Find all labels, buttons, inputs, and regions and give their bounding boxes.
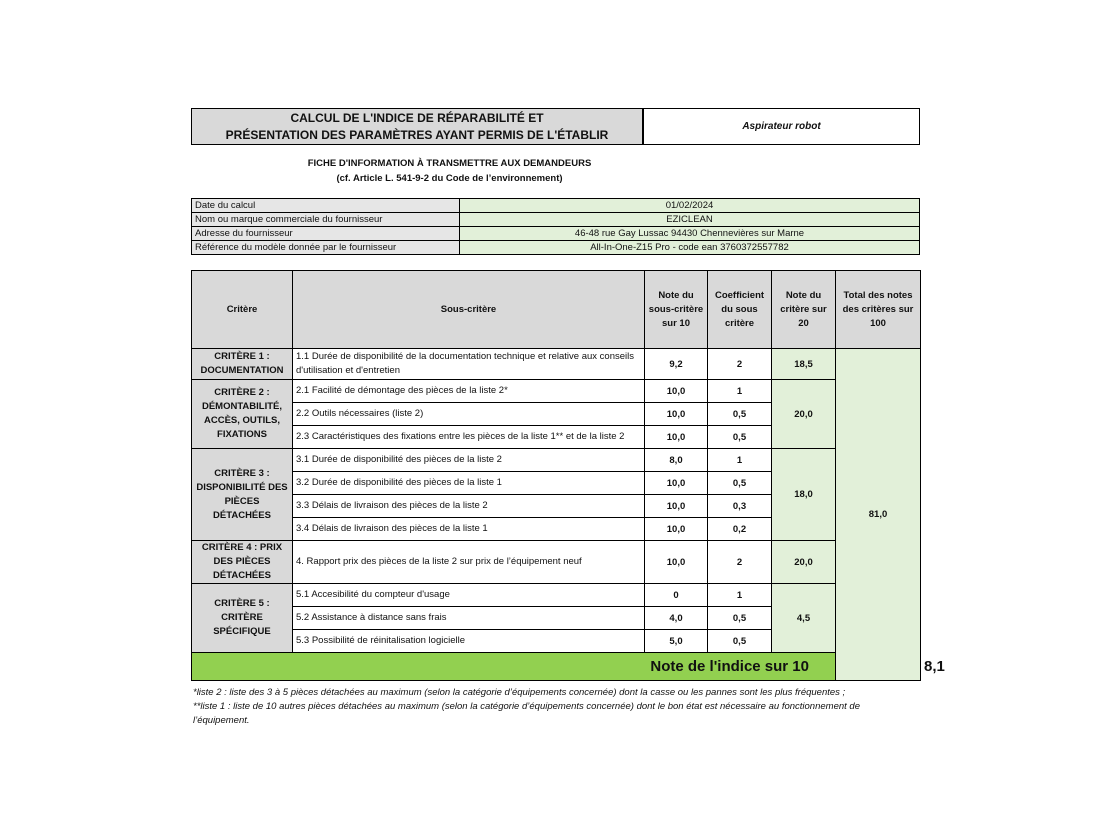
- col-header-total: Total des notes des critères sur 100: [836, 271, 921, 349]
- info-line1: FICHE D'INFORMATION À TRANSMETTRE AUX DEMANDEURS: [307, 158, 592, 169]
- supplier-row: [192, 199, 920, 213]
- subcriterion-label: 3.2 Durée de disponibilité des pièces de la liste 1: [293, 472, 645, 495]
- footnotes: [193, 686, 893, 728]
- criterion-score: 20,0: [772, 541, 836, 584]
- criterion-name: CRITÈRE 4 : PRIX DES PIÈCES DÉTACHÉES: [192, 541, 293, 584]
- subcriterion-coef: 0,2: [708, 518, 772, 541]
- subcriterion-label: 2.1 Facilité de démontage des pièces de la liste 2*: [293, 380, 645, 403]
- supplier-label: Adresse du fournisseur: [192, 227, 460, 241]
- subcriterion-label: 5.3 Possibilité de réinitalisation logicielle: [293, 630, 645, 653]
- subcriterion-label: 1.1 Durée de disponibilité de la documentation technique et relative aux conseils d'utilisation et d'entretien: [293, 349, 645, 380]
- report-title: [191, 108, 643, 145]
- table-row: [192, 449, 921, 472]
- col-header-coef: Coefficient du sous critère: [708, 271, 772, 349]
- subcriterion-note: 9,2: [645, 349, 708, 380]
- supplier-value: 46-48 rue Gay Lussac 94430 Chennevières sur Marne: [460, 227, 920, 241]
- subcriterion-label: 5.1 Accesibilité du compteur d'usage: [293, 584, 645, 607]
- subcriterion-coef: 0,5: [708, 607, 772, 630]
- info-line2: (cf. Article L. 541-9-2 du Code de l’environnement): [336, 173, 563, 184]
- report-title-line2: PRÉSENTATION DES PARAMÈTRES AYANT PERMIS DE L'ÉTABLIR: [225, 127, 609, 142]
- table-row: [192, 541, 921, 584]
- subcriterion-label: 4. Rapport prix des pièces de la liste 2 sur prix de l’équipement neuf: [293, 541, 645, 584]
- subcriterion-coef: 0,5: [708, 630, 772, 653]
- supplier-label: Nom ou marque commerciale du fournisseur: [192, 213, 460, 227]
- final-row: Note de l'indice sur 10 8,1: [192, 653, 921, 681]
- supplier-label: Référence du modèle donnée par le fournisseur: [192, 241, 460, 255]
- subcriterion-coef: 1: [708, 380, 772, 403]
- criterion-score: 4,5: [772, 584, 836, 653]
- info-heading: [191, 156, 708, 186]
- supplier-row: [192, 213, 920, 227]
- table-row: [192, 584, 921, 607]
- supplier-value: EZICLEAN: [460, 213, 920, 227]
- subcriterion-note: 4,0: [645, 607, 708, 630]
- subcriterion-note: 10,0: [645, 495, 708, 518]
- subcriterion-note: 10,0: [645, 541, 708, 584]
- supplier-label: Date du calcul: [192, 199, 460, 213]
- subcriterion-note: 10,0: [645, 518, 708, 541]
- subcriterion-coef: 1: [708, 449, 772, 472]
- subcriterion-label: 3.1 Durée de disponibilité des pièces de la liste 2: [293, 449, 645, 472]
- col-header-note-sous: Note du sous-critère sur 10: [645, 271, 708, 349]
- table-row: [192, 349, 921, 380]
- subcriterion-note: 10,0: [645, 426, 708, 449]
- supplier-row: [192, 227, 920, 241]
- final-score-label: Note de l'indice sur 10: [192, 653, 836, 681]
- subcriterion-note: 10,0: [645, 403, 708, 426]
- criterion-name: CRITÈRE 2 : DÉMONTABILITÉ, ACCÈS, OUTILS, FIXATIONS: [192, 380, 293, 449]
- subcriterion-coef: 0,5: [708, 426, 772, 449]
- subcriterion-note: 8,0: [645, 449, 708, 472]
- subcriterion-coef: 2: [708, 541, 772, 584]
- subcriterion-label: 2.3 Caractéristiques des fixations entre les pièces de la liste 1** et de la liste 2: [293, 426, 645, 449]
- criterion-name: CRITÈRE 3 : DISPONIBILITÉ DES PIÈCES DÉTACHÉES: [192, 449, 293, 541]
- total-score: 81,0: [836, 349, 921, 681]
- criterion-score: 18,0: [772, 449, 836, 541]
- col-header-note-critere: Note du critère sur 20: [772, 271, 836, 349]
- subcriterion-label: 2.2 Outils nécessaires (liste 2): [293, 403, 645, 426]
- criterion-name: CRITÈRE 5 : CRITÈRE SPÉCIFIQUE: [192, 584, 293, 653]
- subcriterion-note: 0: [645, 584, 708, 607]
- subcriterion-coef: 0,5: [708, 472, 772, 495]
- table-row: [192, 380, 921, 403]
- criterion-score: 20,0: [772, 380, 836, 449]
- supplier-table: [191, 198, 920, 255]
- score-table: [191, 270, 945, 681]
- subcriterion-note: 10,0: [645, 380, 708, 403]
- report-title-line1: CALCUL DE L'INDICE DE RÉPARABILITÉ ET: [290, 110, 544, 125]
- subcriterion-label: 3.3 Délais de livraison des pièces de la liste 2: [293, 495, 645, 518]
- footnote: *liste 2 : liste des 3 à 5 pièces détachées au maximum (selon la catégorie d’équipements concernée) dont la casse ou les pannes sont les plus fréquentes ;: [193, 687, 846, 698]
- subcriterion-coef: 2: [708, 349, 772, 380]
- footnote: **liste 1 : liste de 10 autres pièces détachées au maximum (selon la catégorie d’équipements concernée) dont le bon état est nécessaire au fonctionnement de l’équipement.: [193, 701, 860, 726]
- col-header-critere: Critère: [192, 271, 293, 349]
- criterion-score: 18,5: [772, 349, 836, 380]
- subcriterion-coef: 1: [708, 584, 772, 607]
- criterion-name: CRITÈRE 1 : DOCUMENTATION: [192, 349, 293, 380]
- subcriterion-note: 5,0: [645, 630, 708, 653]
- subcriterion-note: 10,0: [645, 472, 708, 495]
- col-header-sous-critere: Sous-critère: [293, 271, 645, 349]
- subcriterion-coef: 0,5: [708, 403, 772, 426]
- supplier-value: 01/02/2024: [460, 199, 920, 213]
- subcriterion-coef: 0,3: [708, 495, 772, 518]
- product-category: Aspirateur robot: [643, 108, 920, 145]
- supplier-row: [192, 241, 920, 255]
- supplier-value: All-In-One-Z15 Pro - code ean 3760372557782: [460, 241, 920, 255]
- subcriterion-label: 5.2 Assistance à distance sans frais: [293, 607, 645, 630]
- subcriterion-label: 3.4 Délais de livraison des pièces de la liste 1: [293, 518, 645, 541]
